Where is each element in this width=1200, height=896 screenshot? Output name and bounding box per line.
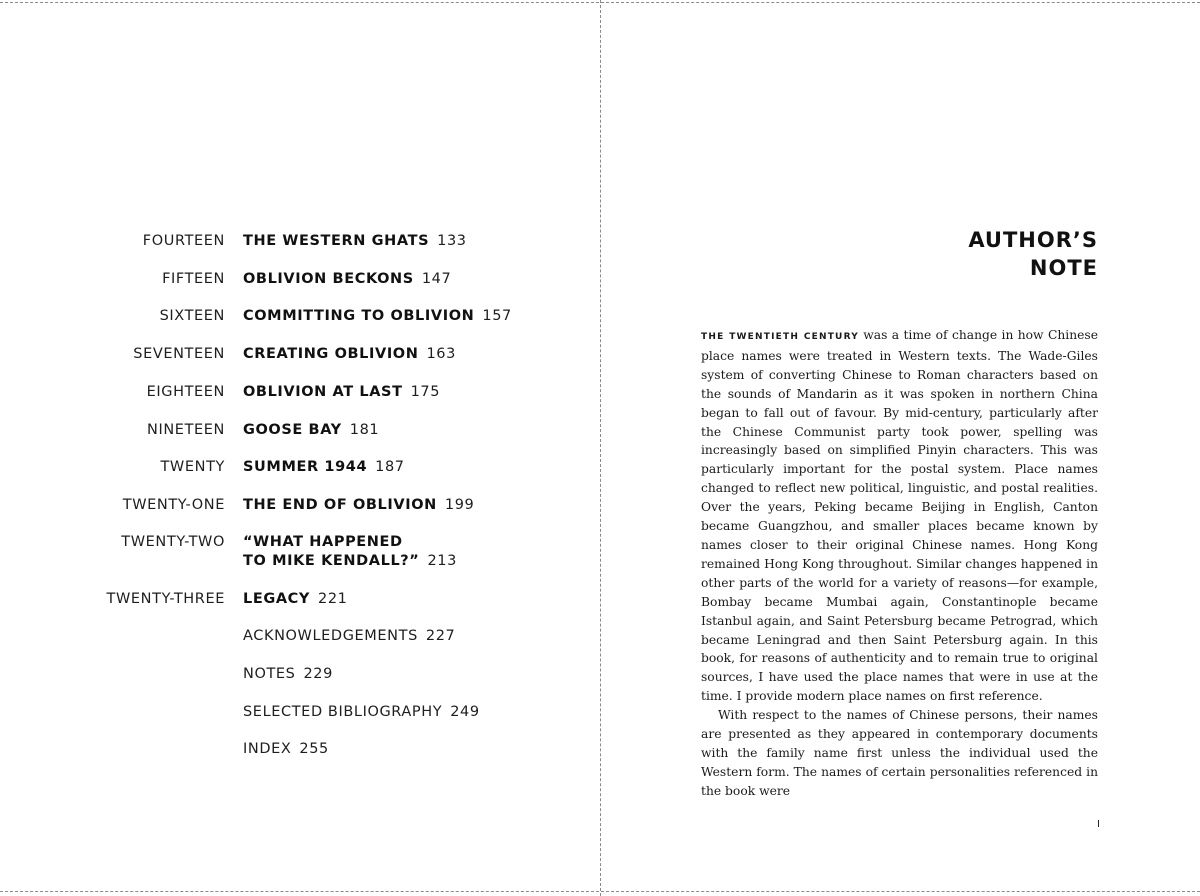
- toc-page-number: 213: [427, 553, 457, 569]
- heading-line-1: AUTHOR’S: [968, 228, 1098, 252]
- toc-page-number: 157: [482, 308, 512, 324]
- note-paragraph-1: [701, 326, 1098, 706]
- toc-chapter-title: SUMMER 1944: [243, 459, 368, 475]
- toc-chapter-number: TWENTY: [160, 459, 225, 475]
- toc-chapter-title-line-1: “WHAT HAPPENED: [243, 534, 403, 550]
- book-spine-divider: [600, 0, 601, 896]
- heading-line-2: NOTE: [1029, 256, 1098, 280]
- toc-chapter-title: GOOSE BAY: [243, 422, 342, 438]
- toc-chapter-title: OBLIVION AT LAST: [243, 384, 403, 400]
- toc-chapter-title: COMMITTING TO OBLIVION: [243, 308, 475, 324]
- toc-page-number: 175: [410, 384, 441, 400]
- toc-chapter-number: TWENTY-THREE: [106, 591, 225, 607]
- toc-page-number: 181: [349, 422, 380, 438]
- toc-chapter-number: FOURTEEN: [142, 233, 225, 249]
- toc-chapter-title: THE WESTERN GHATS: [243, 233, 430, 249]
- note-paragraph-2: With respect to the names of Chinese persons, their names are presented as they appeared in contemporary documents with the family name first unless the individual used the Western form. The names of certain personalities referenced in the book were: [701, 708, 1098, 798]
- toc-chapter-title: OBLIVION BECKONS: [243, 271, 414, 287]
- toc-page-number: 187: [375, 459, 405, 475]
- toc-page-number: 229: [303, 666, 333, 682]
- toc-page-number: 199: [444, 497, 475, 513]
- toc-page-number: 147: [421, 271, 452, 287]
- toc-backmatter-title: SELECTED BIBLIOGRAPHY: [243, 704, 443, 720]
- toc-chapter-title: LEGACY: [243, 591, 311, 607]
- toc-backmatter-title: INDEX: [243, 741, 292, 757]
- toc-page-number: 249: [450, 704, 480, 720]
- toc-backmatter-title: NOTES: [243, 666, 296, 682]
- authors-note-body: [701, 326, 1098, 801]
- lead-in-smallcaps: THE TWENTIETH CENTURY: [701, 332, 859, 342]
- toc-chapter-number: SIXTEEN: [159, 308, 225, 324]
- toc-chapter-number: EIGHTEEN: [146, 384, 225, 400]
- page-folio: I: [1097, 819, 1100, 830]
- toc-chapter-number: TWENTY-ONE: [122, 497, 225, 513]
- paragraph-1-text: was a time of change in how Chinese place names were treated in Western texts. The Wade-Giles system of converting Chinese to Roman characters based on the sounds of Mandarin as it was spoken in northern China began to fall out of favour. By mid-century, particularly after the Chinese Communist party took power, spelling was increasingly based on simplified Pinyin characters. This was particularly important for the postal system. Place names changed to reflect new political, linguistic, and postal realities. Over the years, Peking became Beijing in English, Canton became Guangzhou, and smaller places became known by names closer to their original Chinese names. Hong Kong remained Hong Kong throughout. Similar changes happened in other parts of the world for a variety of reasons—for example, Bombay became Mumbai again, Constantinople became Istanbul again, and Saint Petersburg became Petrograd, which became Leningrad and then Saint Petersburg again. In this book, for reasons of authenticity and to remain true to original sources, I have used the place names that were in use at the time. I provide modern place names on first reference.: [701, 328, 1098, 704]
- toc-page-number: 221: [318, 591, 348, 607]
- toc-chapter-number: FIFTEEN: [162, 271, 225, 287]
- toc-page-number: 255: [299, 741, 329, 757]
- toc-page-number: 163: [426, 346, 456, 362]
- toc-page-number: 133: [437, 233, 467, 249]
- toc-chapter-number: TWENTY-TWO: [121, 534, 225, 550]
- toc-chapter-number: NINETEEN: [147, 422, 225, 438]
- authors-note-heading: [968, 226, 1098, 282]
- toc-page-number: 227: [425, 628, 456, 644]
- toc-chapter-number: SEVENTEEN: [133, 346, 225, 362]
- toc-chapter-title-line-2: TO MIKE KENDALL?”: [243, 553, 420, 569]
- toc-chapter-title: CREATING OBLIVION: [243, 346, 419, 362]
- toc-backmatter-title: ACKNOWLEDGEMENTS: [243, 628, 418, 644]
- toc-chapter-title: THE END OF OBLIVION: [243, 497, 437, 513]
